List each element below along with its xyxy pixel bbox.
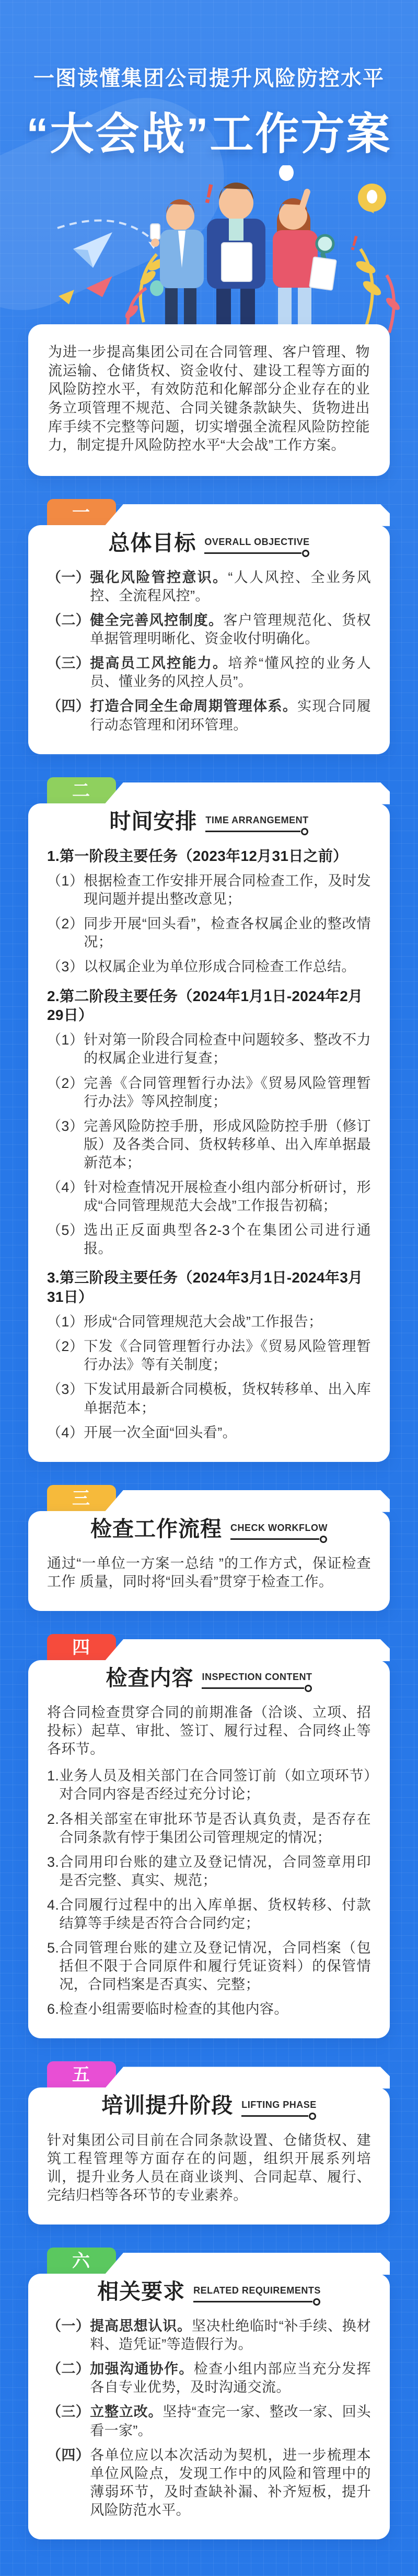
item-prefix: （4）: [47, 1179, 84, 1195]
item-text: [90, 2446, 371, 2520]
item-lead: 提高员工风控能力。: [90, 655, 228, 672]
section-card: [28, 2087, 390, 2224]
paper-plane-icon: [59, 232, 112, 304]
list-item: [47, 2000, 371, 2018]
section-card: [28, 1511, 390, 1611]
phase-group: [47, 847, 371, 977]
phase-header: 3.第三阶段主要任务（2024年3月1日-2024年3月31日）: [47, 1269, 363, 1305]
section-paragraph: 通过“一单位一方案一总结 ”的工作方式，保证检查工作 质量，同时将“回头看”贯穿于检查工作。: [47, 1555, 371, 1590]
section-card: [28, 525, 390, 754]
section-title-en: INSPECTION CONTENT: [202, 1672, 312, 1683]
item-prefix: （三）: [47, 2404, 90, 2420]
list-item: [47, 654, 371, 691]
poster-subtitle: 一图读懂集团公司提升风险防控水平: [33, 67, 385, 90]
intro-card: [28, 324, 390, 476]
list-item: [47, 1939, 371, 1994]
item-body: 检查小组内部应当充分发挥各自专业优势，及时沟通交流。: [90, 2361, 371, 2396]
list-item: [47, 1313, 371, 1331]
item-prefix: （2）: [47, 1338, 84, 1355]
section-title-en-wrap: [241, 2100, 317, 2118]
ring-icon: [309, 2113, 316, 2120]
item-text: 业务人员及相关部门在合同签订前（如立项环节）对合同内容是否经过充分讨论；: [59, 1768, 371, 1802]
item-prefix: 6.: [47, 2001, 60, 2017]
exclamation-icon: !: [201, 178, 217, 210]
list-item: [47, 1117, 371, 1172]
underline-decoration: [204, 552, 301, 554]
phase-group: [47, 1268, 371, 1442]
underline-decoration: [193, 2301, 312, 2302]
item-text: [90, 2403, 371, 2439]
section-title-en: OVERALL OBJECTIVE: [204, 536, 310, 547]
list-item: [47, 569, 371, 605]
item-body: “人人风控、全业务风控、全流程风控”。: [90, 569, 371, 604]
list-item: [47, 1380, 371, 1417]
list-item: [47, 1853, 371, 1890]
section-title-en-wrap: [193, 2285, 321, 2303]
section-inspection-content: [28, 1634, 390, 2039]
item-body: 客户管理规范化、货权单据管理明晰化、资金收付明确化。: [90, 612, 371, 647]
item-text: 根据检查工作安排开展合同检查工作，及时发现问题并提出整改意见；: [84, 873, 371, 907]
item-prefix: （一）: [47, 2318, 90, 2334]
section-title: 时间安排: [109, 809, 198, 833]
item-body: 培养“懂风控的业务人员、懂业务的风控人员”。: [90, 655, 371, 690]
section-check-workflow: [28, 1485, 390, 1611]
list-item: [47, 915, 371, 951]
section-title-en: LIFTING PHASE: [241, 2099, 317, 2110]
section-title: 培训提升阶段: [101, 2093, 234, 2118]
item-text: [90, 569, 371, 605]
section-card: [28, 1660, 390, 2039]
person-right-illustration: [273, 188, 336, 335]
section-title: 总体目标: [108, 530, 196, 555]
list-item: [47, 1221, 371, 1258]
list-item: [47, 2360, 371, 2397]
section-card: [28, 803, 390, 1462]
ring-icon: [302, 550, 309, 557]
poster-header: [0, 0, 418, 162]
ring-icon: [301, 828, 308, 835]
item-prefix: （2）: [47, 916, 84, 932]
list-item: [47, 1031, 371, 1068]
section-title-en: TIME ARRANGEMENT: [205, 814, 309, 825]
list-item: [47, 872, 371, 909]
section-card: [28, 2274, 390, 2539]
item-text: 合同管理台账的建立及登记情况，合同档案（包括但不限于合同原件和履行凭证资料）的保管情况，合同档案是否真实、完整；: [59, 1940, 371, 1993]
item-prefix: （二）: [47, 612, 90, 629]
item-text: 合同履行过程中的出入库单据、货权转移、付款结算等手续是否符合合同约定；: [59, 1897, 371, 1932]
item-prefix: （3）: [47, 1381, 84, 1398]
ring-icon: [320, 1536, 327, 1543]
item-text: 针对检查情况开展检查小组内部分析研讨，形成“合同管理规范大会战”工作报告初稿；: [84, 1179, 371, 1214]
list-item: [47, 1767, 371, 1803]
poster-title: “大会战”工作方案: [26, 109, 392, 158]
intro-paragraph: 为进一步提高集团公司在合同管理、客户管理、物流运输、仓储货权、资金收付、建设工程等方面的风险防控水平，有效防范和化解部分企业存在的业务立项管理不规范、合同关键条款缺失、货物进出库手续不完整等问题，切实增强全流程风险防控能力，制定提升风险防控水平“大会战”工作方案。: [48, 344, 370, 453]
item-text: 检查小组需要临时检查的其他内容。: [59, 2001, 288, 2017]
item-text: 各相关部室在审批环节是否认真负责，是否存在合同条款有悖于集团公司管理规定的情况；: [59, 1811, 371, 1845]
item-lead: 健全完善风控制度。: [90, 612, 224, 629]
section-number: 一: [72, 502, 91, 523]
speech-bubble-icon: [358, 184, 386, 213]
ring-icon: [305, 1685, 312, 1692]
section-title-en-wrap: [204, 537, 309, 555]
item-body: 坚决杜绝临时“补手续、换材料、造凭证”等造假行为。: [90, 2318, 371, 2353]
item-body: 坚持“查完一家、整改一家、回头看一家”。: [90, 2404, 371, 2438]
section-number: 二: [72, 780, 91, 801]
section-header: [47, 1517, 371, 1541]
item-text: 合同用印台账的建立及登记情况，合同签章用印是否完整、真实、规范；: [59, 1854, 371, 1888]
section-time-arrangement: [28, 777, 390, 1462]
list-item: [47, 2446, 371, 2520]
section-number: 四: [72, 1637, 91, 1658]
section-title-en-wrap: [202, 1672, 312, 1690]
section-body: [47, 2131, 371, 2205]
item-text: [90, 697, 371, 734]
underline-decoration: [202, 1687, 304, 1689]
list-item: [47, 1810, 371, 1847]
list-item: [47, 1424, 371, 1442]
document-icon: [309, 257, 336, 290]
section-overall-objective: [28, 499, 390, 754]
item-prefix: 2.: [47, 1811, 60, 1827]
item-text: 同步开展“回头看”，检查各权属企业的整改情况；: [84, 916, 371, 950]
item-text: [90, 2360, 371, 2397]
section-body: [47, 1554, 371, 1591]
section-header: [47, 531, 371, 555]
list-item: [47, 1896, 371, 1933]
section-header: [47, 810, 371, 833]
item-prefix: （四）: [47, 2447, 90, 2463]
item-text: [90, 611, 371, 648]
item-prefix: 3.: [47, 1854, 60, 1870]
section-paragraph: 将合同检查贯穿合同的前期准备（洽谈、立项、招投标）起草、审批、签订、履行过程、合同终止等各环节。: [47, 1705, 371, 1757]
item-text: 针对第一阶段合同检查中问题较多、整改不力的权属企业进行复查；: [84, 1032, 371, 1066]
item-prefix: （3）: [47, 959, 84, 975]
item-prefix: （二）: [47, 2361, 90, 2377]
item-prefix: （3）: [47, 1118, 84, 1134]
list-item: [47, 2317, 371, 2354]
list-item: [47, 958, 371, 976]
list-item: [47, 1337, 371, 1374]
item-lead: 打造合同全生命周期管理体系。: [90, 698, 298, 714]
list-item: [47, 1178, 371, 1215]
list-item: [47, 1074, 371, 1111]
section-title: 检查内容: [106, 1665, 194, 1690]
item-prefix: （4）: [47, 1424, 84, 1440]
underline-decoration: [230, 1538, 319, 1540]
dot-decoration: [279, 165, 294, 181]
item-body: 实现合同履行动态管理和闭环管理。: [90, 698, 371, 733]
phase-header: 1.第一阶段主要任务（2023年12月31日之前）: [47, 847, 348, 864]
item-text: [90, 654, 371, 691]
section-title: 相关要求: [97, 2279, 185, 2303]
section-body: [47, 1704, 371, 2018]
section-title-en-wrap: [230, 1523, 328, 1541]
item-text: [90, 2317, 371, 2354]
phase-group: [47, 987, 371, 1258]
item-lead: 立整立改。: [90, 2404, 163, 2420]
section-paragraph: 针对集团公司目前在合同条款设置、仓储货权、建筑工程管理等方面存在的问题，组织开展系列培训，提升业务人员在商业谈判、合同起草、履行、完结归档等各环节的专业素养。: [47, 2132, 371, 2203]
section-header: [47, 2280, 371, 2303]
item-prefix: （四）: [47, 698, 90, 714]
section-related-requirements: [28, 2248, 390, 2539]
phase-header: 2.第二阶段主要任务（2024年1月1日-2024年2月29日）: [47, 988, 363, 1023]
item-text: 完善《合同管理暂行办法》《贸易风险管理暂行办法》等风控制度；: [84, 1075, 371, 1109]
exclamation-icon: !: [347, 231, 361, 256]
item-prefix: （1）: [47, 1032, 84, 1048]
item-prefix: 4.: [47, 1897, 60, 1913]
item-text: 选出正反面典型各2-3个在集团公司进行通报。: [84, 1222, 371, 1257]
list-item: [47, 611, 371, 648]
item-prefix: 1.: [47, 1768, 60, 1784]
section-title-en: CHECK WORKFLOW: [230, 1522, 328, 1533]
section-title-en: RELATED REQUIREMENTS: [193, 2285, 321, 2296]
list-item: [47, 697, 371, 734]
item-prefix: （一）: [47, 569, 90, 585]
item-text: 完善风险防控手册，形成风险防控手册（修订版）及各类合同、货权转移单、出入库单据最新范本；: [84, 1118, 371, 1171]
leaf-decoration-icon: [354, 249, 402, 333]
item-text: 下发试用最新合同模板，货权转移单、出入库单据范本；: [84, 1381, 371, 1416]
section-header: [47, 1666, 371, 1690]
item-prefix: （2）: [47, 1075, 84, 1091]
list-item: [47, 2403, 371, 2439]
section-title-en-wrap: [205, 815, 308, 833]
item-prefix: （1）: [47, 1314, 84, 1330]
section-lifting-phase: [28, 2061, 390, 2224]
section-number: 六: [72, 2251, 91, 2271]
item-text: 以权属企业为单位形成合同检查工作总结。: [84, 959, 356, 975]
underline-decoration: [241, 2115, 308, 2117]
item-lead: 强化风险管控意识。: [90, 569, 228, 585]
section-number: 三: [72, 1488, 91, 1508]
section-title: 检查工作流程: [90, 1516, 222, 1541]
section-number: 五: [72, 2065, 91, 2085]
ring-icon: [313, 2298, 320, 2306]
item-lead: 加强沟通协作。: [90, 2361, 194, 2377]
item-prefix: （1）: [47, 873, 84, 889]
item-text: 下发《合同管理暂行办法》《贸易风险管理暂行办法》等有关制度；: [84, 1338, 371, 1373]
section-body: [47, 569, 371, 734]
item-prefix: （5）: [47, 1222, 84, 1239]
item-text: 形成“合同管理规范大会战”工作报告；: [84, 1314, 323, 1330]
section-header: [47, 2094, 371, 2117]
underline-decoration: [205, 831, 300, 832]
item-prefix: 5.: [47, 1940, 60, 1956]
item-text: 开展一次全面“回头看”。: [84, 1424, 237, 1440]
item-body: 各单位应以本次活动为契机，进一步梳理本单位风险点，发现工作中的风险和管理中的薄弱环节，及时查缺补漏、补齐短板，提升风险防范水平。: [90, 2447, 371, 2518]
section-body: [47, 847, 371, 1442]
item-lead: 提高思想认识。: [90, 2318, 192, 2334]
item-prefix: （三）: [47, 655, 90, 672]
person-center-illustration: [207, 183, 265, 337]
three-colleagues-illustration: [0, 165, 418, 338]
section-body: [47, 2317, 371, 2520]
